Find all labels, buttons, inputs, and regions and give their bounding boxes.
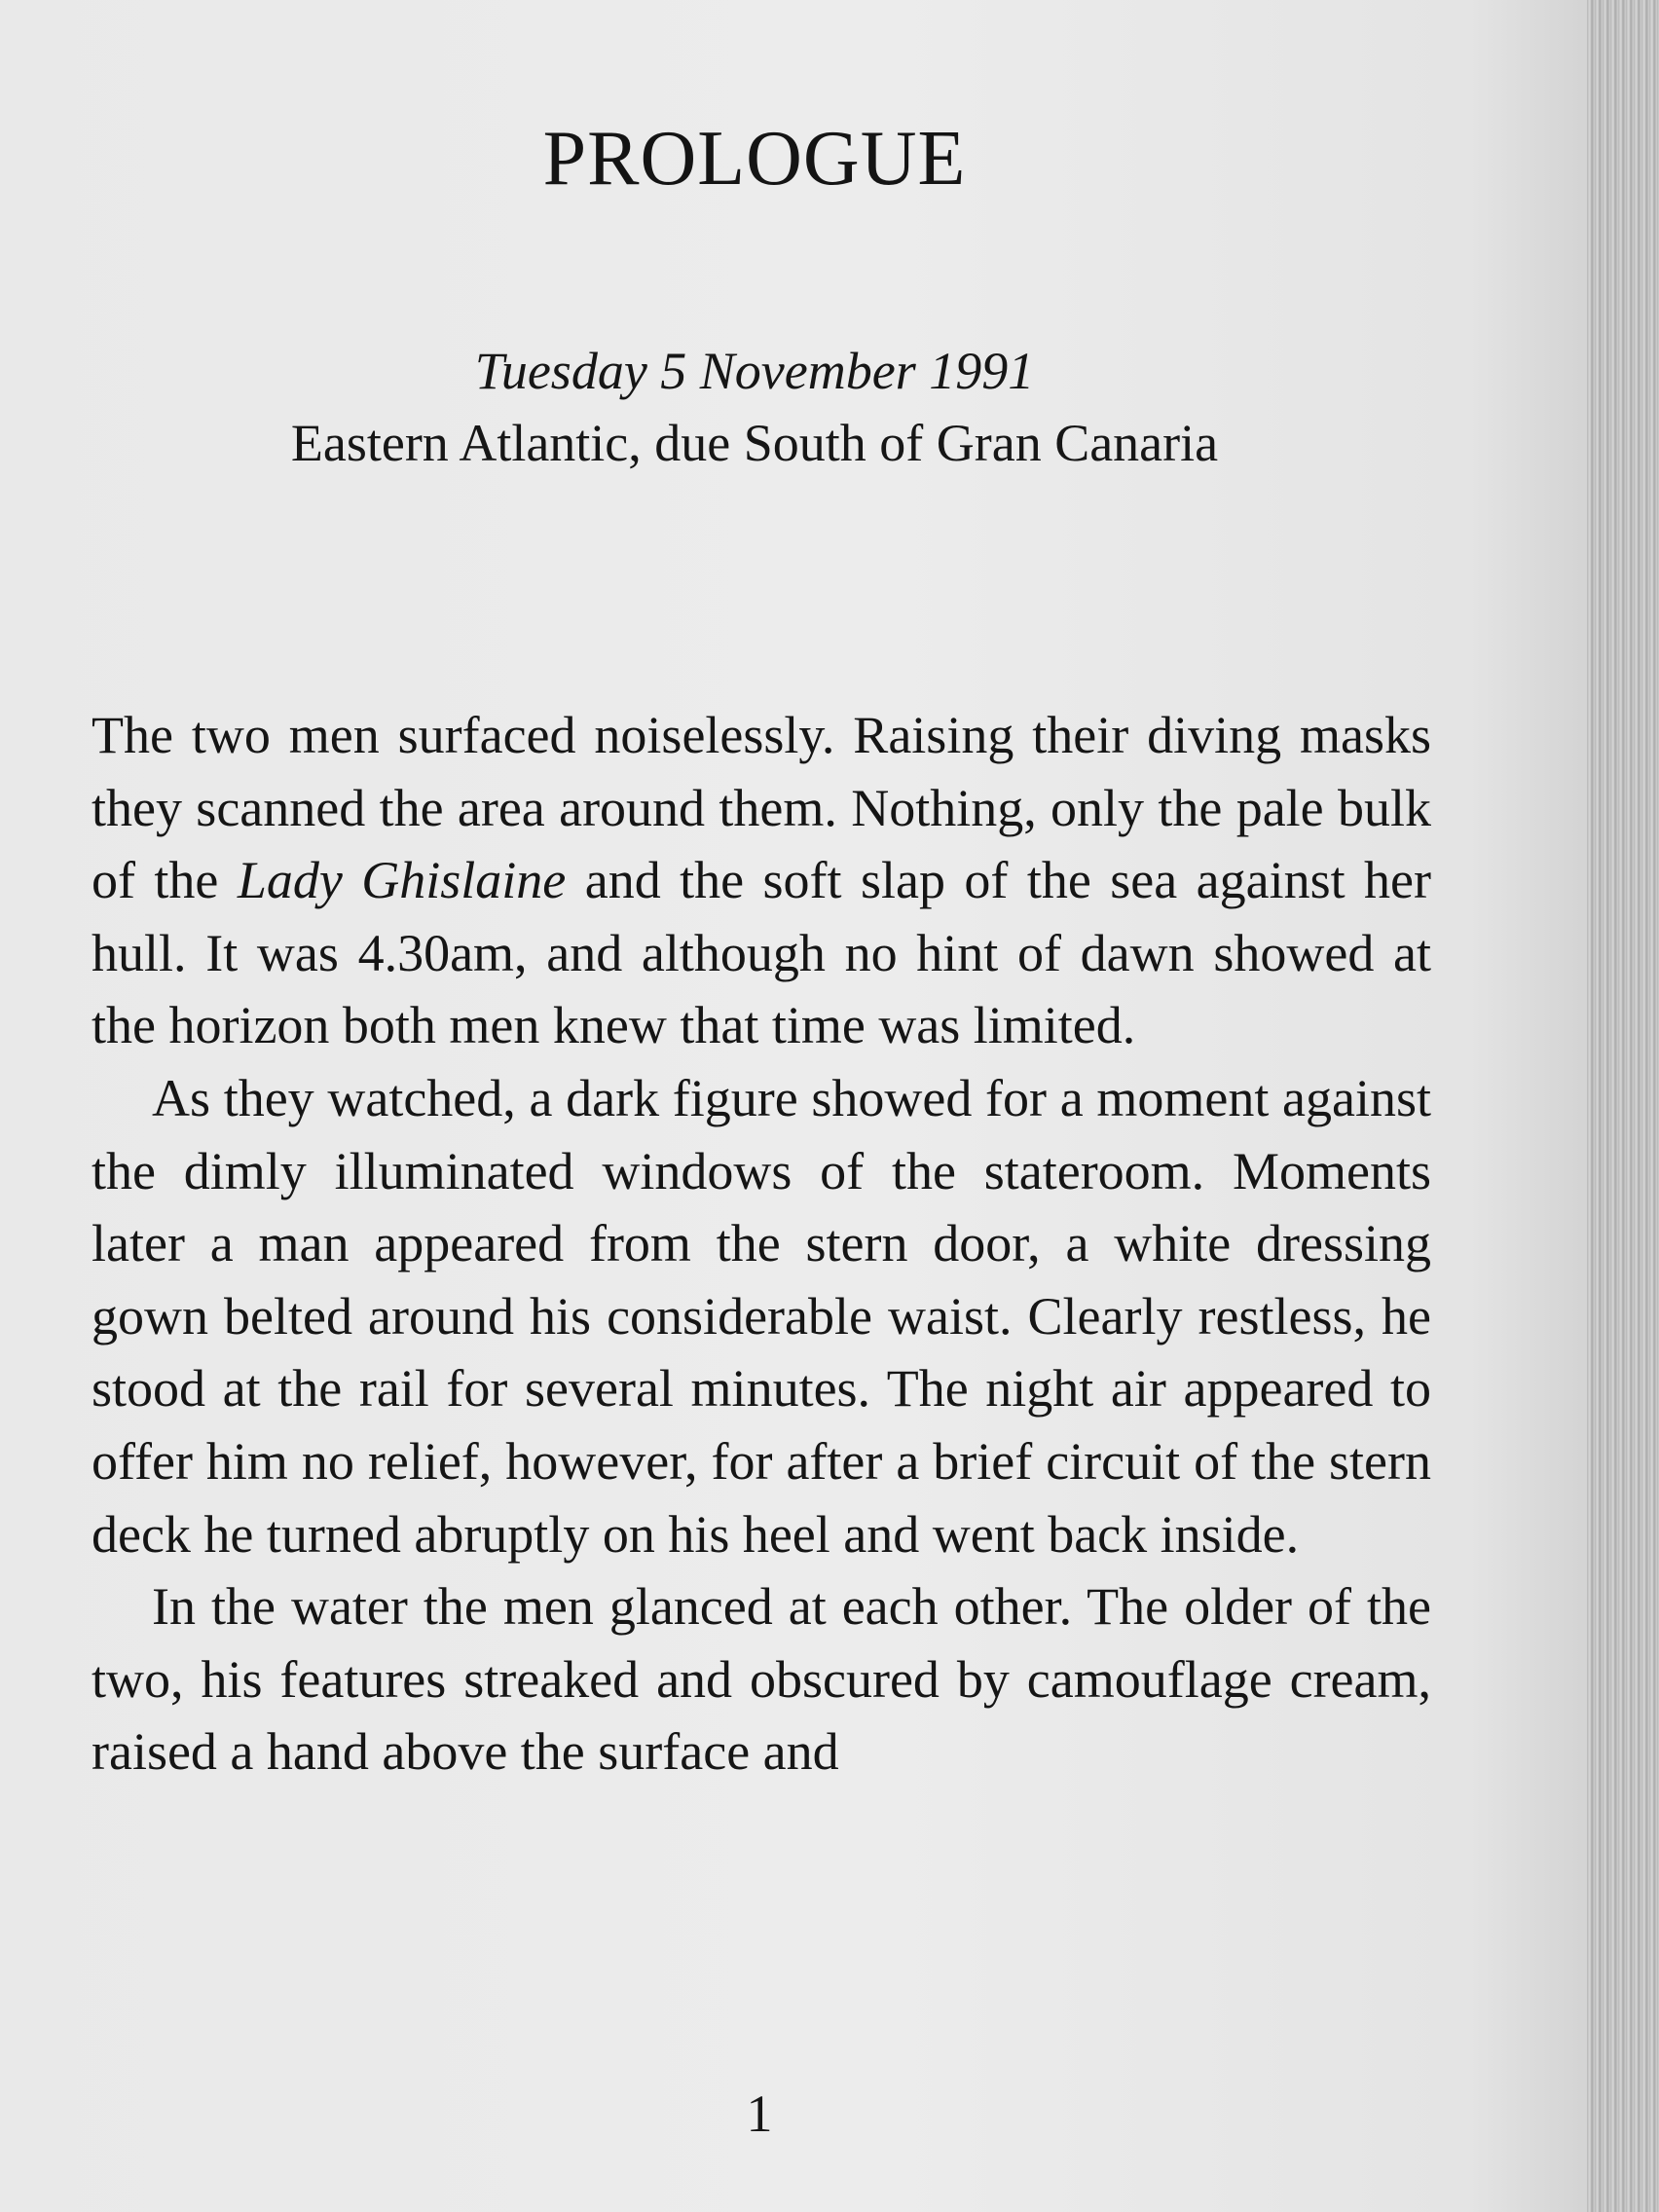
paragraph-3: In the water the men glanced at each other. The older of the two, his features streaked and obscured by camouflage cream, raised a hand above the surface and bbox=[92, 1577, 1431, 1782]
chapter-body bbox=[92, 699, 1431, 1788]
paragraph-2: As they watched, a dark figure showed for a moment against the dimly illuminated windows of the stateroom. Moments later a man appeared from the stern door, a white dressing gown belted around his considerable waist. Clearly restless, he stood at the rail for several minutes. The night air appeared to offer him no relief, however, for after a brief circuit of the stern deck he turned abruptly on his heel and went back inside. bbox=[92, 1068, 1431, 1564]
paragraph-1 bbox=[92, 699, 1431, 1062]
page-edge bbox=[1587, 0, 1659, 2212]
paragraph-1-text-start: The two men surfaced noiselessly. Raising their diving masks they scanned the area around them. Nothing, only the pale bulk of the bbox=[92, 706, 1431, 910]
chapter-title: PROLOGUE bbox=[542, 116, 967, 202]
chapter-location: Eastern Atlantic, due South of Gran Canaria bbox=[290, 414, 1219, 472]
chapter-date: Tuesday 5 November 1991 bbox=[474, 342, 1035, 400]
page-number: 1 bbox=[746, 2084, 773, 2143]
paragraph-1-text-end: and the soft slap of the sea against her hull. It was 4.30am, and although no hint of dawn showed at the horizon both men knew that time was limited. bbox=[92, 851, 1431, 1055]
ship-name: Lady Ghislaine bbox=[237, 851, 567, 910]
